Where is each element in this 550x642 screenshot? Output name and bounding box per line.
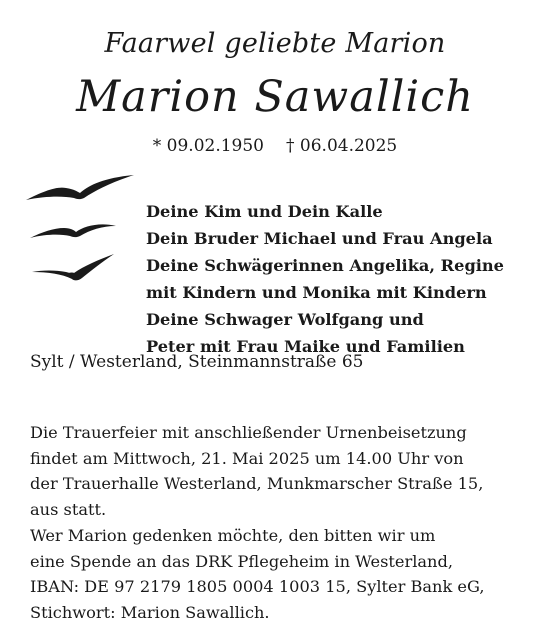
- donation-line: eine Spende an das DRK Pflegeheim in Westerland,: [30, 551, 453, 571]
- ceremony-line: findet am Mittwoch, 21. Mai 2025 um 14.00 Uhr von: [30, 448, 464, 468]
- mourner-line: Peter mit Frau Maike und Familien: [146, 337, 465, 356]
- death-date: † 06.04.2025: [286, 136, 398, 156]
- mourner-line: Deine Schwägerinnen Angelika, Regine: [146, 256, 504, 275]
- donation-line: Stichwort: Marion Sawallich.: [30, 602, 270, 622]
- ceremony-line: Die Trauerfeier mit anschließender Urnenbeisetzung: [30, 423, 467, 442]
- ceremony-paragraph: [30, 420, 483, 522]
- ceremony-line: aus statt.: [30, 499, 107, 519]
- farewell-heading: Faarwel geliebte Marion: [104, 28, 446, 59]
- donation-line: IBAN: DE 97 2179 1805 0004 1003 15, Sylter Bank eG,: [30, 577, 485, 596]
- donation-line: Wer Marion gedenken möchte, den bitten wir um: [30, 526, 436, 545]
- seagull-top-icon: [26, 175, 134, 200]
- birth-date: * 09.02.1950: [152, 136, 264, 156]
- mourner-line: mit Kindern und Monika mit Kindern: [146, 283, 487, 302]
- mourners-list: [146, 198, 504, 360]
- address: Sylt / Westerland, Steinmannstraße 65: [30, 352, 364, 372]
- mourner-line: Dein Bruder Michael und Frau Angela: [146, 229, 493, 248]
- seagull-middle-icon: [30, 224, 116, 238]
- seagull-bottom-icon: [32, 254, 114, 280]
- ceremony-line: der Trauerhalle Westerland, Munkmarscher Straße 15,: [30, 474, 484, 493]
- mourner-line: Deine Kim und Dein Kalle: [146, 202, 383, 221]
- life-dates: [0, 136, 550, 156]
- seagulls-icon: [22, 166, 162, 286]
- mourner-line: Deine Schwager Wolfgang und: [146, 310, 424, 329]
- donation-paragraph: [30, 523, 485, 625]
- deceased-name: Marion Sawallich: [76, 72, 474, 122]
